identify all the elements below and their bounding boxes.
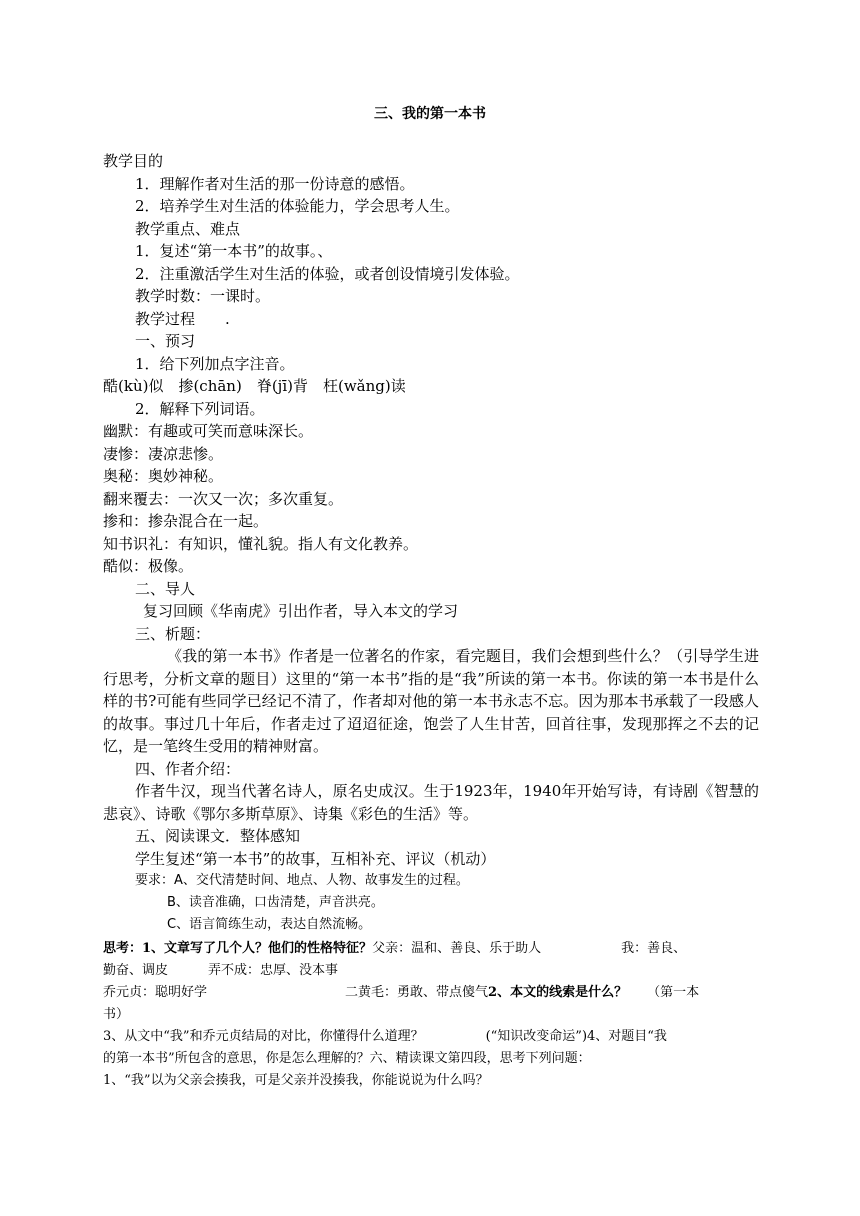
author-heading: 四、作者介绍：	[135, 759, 241, 778]
document-body	[103, 150, 759, 1092]
objectives-heading: 教学目的	[103, 152, 164, 170]
think-line-3	[103, 982, 759, 1004]
objective-item: 2．培养学生对生活的体验能力，学会思考人生。	[135, 197, 460, 215]
reading-task: 学生复述“第一本书”的故事，互相补充、评议（机动）	[135, 849, 496, 868]
pinyin-line: 酷(kù)似 掺(chān) 脊(jī)背 枉(wǎng)读	[103, 377, 406, 395]
answer-2-cont: 书）	[103, 1007, 130, 1022]
reading-heading: 五、阅读课文．整体感知	[135, 827, 301, 845]
think-question-2: 2、本文的线索是什么？	[488, 985, 628, 1000]
keypoints-heading: 教学重点、难点	[135, 219, 241, 238]
me-trait-cont: 勤奋、调皮	[103, 963, 169, 978]
think-label: 思考：	[103, 941, 143, 956]
erhuang-trait: 二黄毛：勇敢、带点傻气	[345, 985, 489, 1000]
teaching-hours: 教学时数：一课时。	[135, 287, 271, 305]
author-paragraph: 作者牛汉，现当代著名诗人，原名史成汉。生于1923年，1940年开始写诗，有诗剧《智慧的悲哀》、诗歌《鄂尔多斯草原》、诗集《彩色的生活》等。	[103, 782, 759, 823]
think-line-4	[103, 1004, 759, 1026]
word-definition: 奥秘：奥妙神秘。	[103, 467, 224, 485]
preview-question-2: 2．解释下列词语。	[135, 399, 265, 418]
section-six-heading: 六、精读课文第四段，思考下列问题：	[369, 1051, 591, 1066]
objective-item: 1．理解作者对生活的那一份诗意的感悟。	[135, 174, 415, 193]
keypoint-item: 2．注重激活学生对生活的体验，或者创设情境引发体验。	[135, 264, 520, 283]
page-title: 三、我的第一本书	[374, 106, 486, 122]
think-line-7	[103, 1070, 759, 1092]
word-definition: 幽默：有趣或可笑而意味深长。	[103, 422, 314, 440]
answer-3: (“知识改变命运”)	[485, 1029, 588, 1044]
father-trait: 父亲：温和、善良、乐于助人	[372, 941, 542, 956]
preview-heading: 一、预习	[135, 332, 196, 350]
keypoint-item: 1．复述“第一本书”的故事。、	[135, 242, 333, 260]
think-line-5	[103, 1026, 759, 1048]
nong-trait: 弄不成：忠厚、没本事	[208, 963, 339, 978]
word-definition: 酷似：极像。	[103, 557, 194, 575]
requirement-a: 要求：A、交代清楚时间、地点、人物、故事发生的过程。	[135, 873, 469, 888]
me-trait: 我：善良、	[621, 941, 687, 956]
teaching-process: 教学过程 .	[135, 309, 230, 328]
analysis-heading: 三、析题：	[135, 624, 211, 643]
requirement-b: B、读音准确，口齿清楚，声音洪亮。	[167, 895, 384, 910]
section-six-question-1: 1、“我”以为父亲会揍我，可是父亲并没揍我，你能说说为什么吗？	[103, 1073, 489, 1088]
think-section	[103, 938, 759, 1092]
intro-text: 复习回顾《华南虎》引出作者，导入本文的学习	[143, 602, 459, 620]
think-question-4: 4、对题目“我	[587, 1029, 667, 1044]
word-definition: 知书识礼：有知识，懂礼貌。指人有文化教养。	[103, 534, 419, 553]
think-question-1: 1、文章写了几个人？他们的性格特征？	[142, 941, 373, 956]
preview-question-1: 1．给下列加点字注音。	[135, 354, 295, 373]
answer-2: （第一本	[647, 985, 700, 1000]
think-line-1	[103, 938, 759, 960]
analysis-paragraph: 《我的第一本书》作者是一位著名的作家，看完题目，我们会想到些什么？（引导学生进行思考，分析文章的题目）这里的“第一本书”指的是“我”所读的第一本书。你读的第一本书是什么样的书?可能有些同学已经记不清了，作者却对他的第一本书永志不忘。因为那本书承载了一段感人的故事。事过几十年后，作者走过了迢迢征途，饱尝了人生甘苦，回首往事，发现那挥之不去的记忆，是一笔终生受用的精神财富。	[103, 647, 759, 755]
word-definition: 凄惨：凄凉悲惨。	[103, 444, 224, 463]
think-line-2	[103, 960, 759, 982]
qiao-trait: 乔元贞：聪明好学	[103, 985, 208, 1000]
think-question-4-cont: 的第一本书”所包含的意思，你是怎么理解的？	[103, 1051, 370, 1066]
intro-heading: 二、导人	[135, 579, 196, 598]
word-definition: 掺和：掺杂混合在一起。	[103, 512, 269, 530]
think-line-6	[103, 1048, 759, 1070]
requirement-c: C、语言简练生动，表达自然流畅。	[167, 917, 372, 932]
word-definition: 翻来覆去：一次又一次；多次重复。	[103, 489, 344, 508]
think-question-3: 3、从文中“我”和乔元贞结局的对比，你懂得什么道理？	[103, 1029, 424, 1044]
